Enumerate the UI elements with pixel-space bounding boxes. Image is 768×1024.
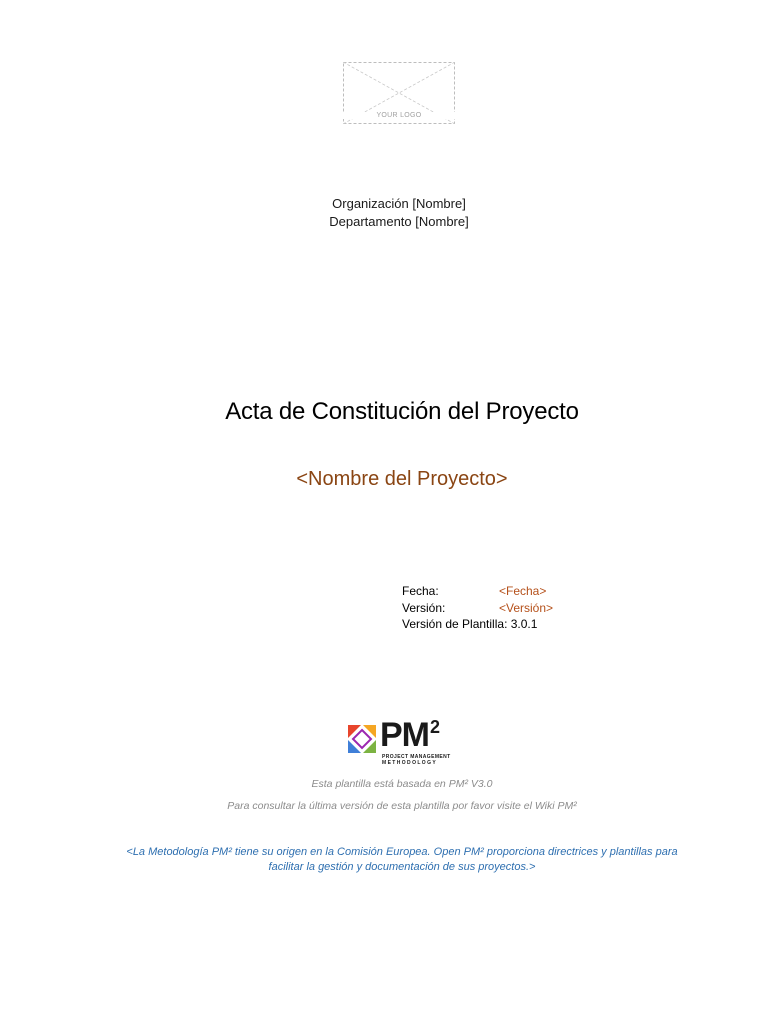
project-name: <Nombre del Proyecto> (296, 468, 508, 490)
pm2-tagline-line1: PROJECT MANAGEMENT (382, 754, 451, 760)
logo-placeholder (343, 62, 455, 124)
template-version-value: 3.0.1 (510, 617, 538, 631)
template-based-on-note: Esta plantilla está basada en PM² V3.0 (311, 778, 493, 790)
version-row (402, 600, 553, 617)
date-label: Fecha: (402, 584, 439, 598)
organization-block (0, 195, 768, 231)
pm2-tagline-line2: METHODOLOGY (382, 760, 438, 766)
document-metadata (402, 583, 553, 633)
date-row (402, 583, 553, 600)
pm2-brand-text: PM (380, 716, 429, 754)
document-title: Acta de Constitución del Proyecto (225, 398, 579, 425)
version-value: <Versión> (499, 600, 554, 615)
template-consult-note: Para consultar la última versión de esta plantilla por favor visite el Wiki PM² (227, 800, 577, 812)
organization-name: Organización [Nombre] (332, 196, 466, 211)
methodology-note: <La Metodología PM² tiene su origen en la Comisión Europea. Open PM² proporciona directrices y plantillas para facilitar la gestión y documentación de sus proyectos.> (126, 846, 678, 873)
logo-placeholder-text: YOUR LOGO (373, 112, 424, 119)
pm2-logo (348, 716, 458, 770)
department-name: Departamento [Nombre] (329, 214, 469, 229)
version-label: Versión: (402, 600, 446, 615)
pm2-brand-superscript: 2 (430, 717, 440, 737)
pm2-emblem-icon (348, 725, 376, 753)
template-version-label: Versión de Plantilla: (402, 617, 508, 631)
pm2-brand (380, 716, 439, 755)
pm2-tagline (382, 754, 451, 766)
date-value: <Fecha> (499, 584, 547, 598)
template-version-row (402, 616, 553, 633)
